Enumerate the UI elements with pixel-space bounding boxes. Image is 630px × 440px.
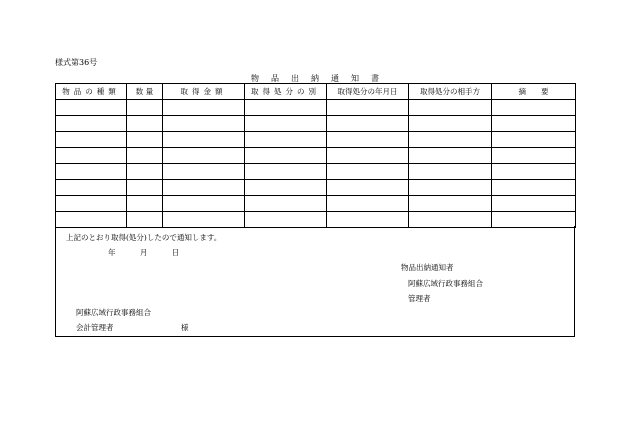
table-cell[interactable] bbox=[56, 116, 127, 132]
form-id: 様式第36号 bbox=[55, 58, 98, 67]
table-cell[interactable] bbox=[56, 164, 127, 180]
table-cell[interactable] bbox=[492, 164, 576, 180]
header-item-type: 物品の種類 bbox=[56, 84, 127, 100]
date-year-label: 年 bbox=[108, 248, 116, 257]
table-cell[interactable] bbox=[327, 116, 409, 132]
table-cell[interactable] bbox=[245, 148, 327, 164]
table-cell[interactable] bbox=[327, 148, 409, 164]
table-cell[interactable] bbox=[492, 116, 576, 132]
table-cell[interactable] bbox=[245, 132, 327, 148]
page-title: 物品出納通知書 bbox=[251, 74, 391, 83]
recipient-role: 会計管理者 bbox=[76, 323, 114, 332]
table-cell[interactable] bbox=[245, 164, 327, 180]
table-cell[interactable] bbox=[327, 180, 409, 196]
header-counterparty: 取得処分の相手方 bbox=[409, 84, 492, 100]
table-cell[interactable] bbox=[409, 196, 492, 212]
date-day-label: 日 bbox=[171, 248, 180, 257]
table-cell[interactable] bbox=[327, 196, 409, 212]
notifier-role: 管理者 bbox=[408, 294, 431, 303]
notifier-org: 阿蘇広域行政事務組合 bbox=[408, 279, 483, 288]
table-cell[interactable] bbox=[409, 164, 492, 180]
header-quantity: 数 量 bbox=[127, 84, 163, 100]
table-cell[interactable] bbox=[163, 100, 245, 116]
table-cell[interactable] bbox=[492, 132, 576, 148]
table-cell[interactable] bbox=[56, 132, 127, 148]
table-row bbox=[56, 116, 576, 132]
recipient-honorific: 様 bbox=[181, 323, 189, 332]
table-header-row bbox=[56, 84, 576, 100]
notice-text: 上記のとおり取得(処分)したので通知します。 bbox=[66, 233, 222, 242]
table-cell[interactable] bbox=[127, 116, 163, 132]
table-cell[interactable] bbox=[163, 116, 245, 132]
table-cell[interactable] bbox=[163, 196, 245, 212]
items-table bbox=[55, 83, 576, 228]
table-cell[interactable] bbox=[163, 132, 245, 148]
table-cell[interactable] bbox=[409, 148, 492, 164]
notifier-title: 物品出納通知者 bbox=[401, 263, 454, 272]
table-cell[interactable] bbox=[163, 148, 245, 164]
date-month-label: 月 bbox=[139, 248, 148, 257]
table-cell[interactable] bbox=[163, 180, 245, 196]
header-acq-disposal: 取得処分の別 bbox=[245, 84, 327, 100]
table-cell[interactable] bbox=[409, 180, 492, 196]
header-amount: 取得金額 bbox=[163, 84, 245, 100]
table-row bbox=[56, 196, 576, 212]
table-cell[interactable] bbox=[409, 132, 492, 148]
table-cell[interactable] bbox=[163, 164, 245, 180]
table-cell[interactable] bbox=[56, 196, 127, 212]
table-cell[interactable] bbox=[56, 148, 127, 164]
table-cell[interactable] bbox=[127, 148, 163, 164]
table-cell[interactable] bbox=[327, 132, 409, 148]
table-cell[interactable] bbox=[245, 100, 327, 116]
table-cell[interactable] bbox=[409, 116, 492, 132]
table-row bbox=[56, 132, 576, 148]
table-cell[interactable] bbox=[127, 100, 163, 116]
table-cell[interactable] bbox=[56, 180, 127, 196]
table-cell[interactable] bbox=[327, 100, 409, 116]
table-row bbox=[56, 164, 576, 180]
recipient-org: 阿蘇広域行政事務組合 bbox=[76, 308, 151, 317]
table-cell[interactable] bbox=[409, 100, 492, 116]
table-cell[interactable] bbox=[245, 116, 327, 132]
table-cell[interactable] bbox=[127, 180, 163, 196]
header-date: 取得処分の年月日 bbox=[327, 84, 409, 100]
table-cell[interactable] bbox=[492, 196, 576, 212]
table-cell[interactable] bbox=[127, 164, 163, 180]
table-row bbox=[56, 100, 576, 116]
table-cell[interactable] bbox=[492, 148, 576, 164]
table-cell[interactable] bbox=[245, 180, 327, 196]
table-cell[interactable] bbox=[492, 100, 576, 116]
date-line bbox=[108, 247, 201, 258]
table-cell[interactable] bbox=[127, 196, 163, 212]
table-row bbox=[56, 180, 576, 196]
table-cell[interactable] bbox=[127, 132, 163, 148]
header-remarks: 摘 要 bbox=[492, 84, 576, 100]
table-cell[interactable] bbox=[245, 196, 327, 212]
table-cell[interactable] bbox=[492, 180, 576, 196]
notice-section bbox=[55, 226, 575, 337]
table-cell[interactable] bbox=[56, 100, 127, 116]
table-row bbox=[56, 148, 576, 164]
table-cell[interactable] bbox=[327, 164, 409, 180]
